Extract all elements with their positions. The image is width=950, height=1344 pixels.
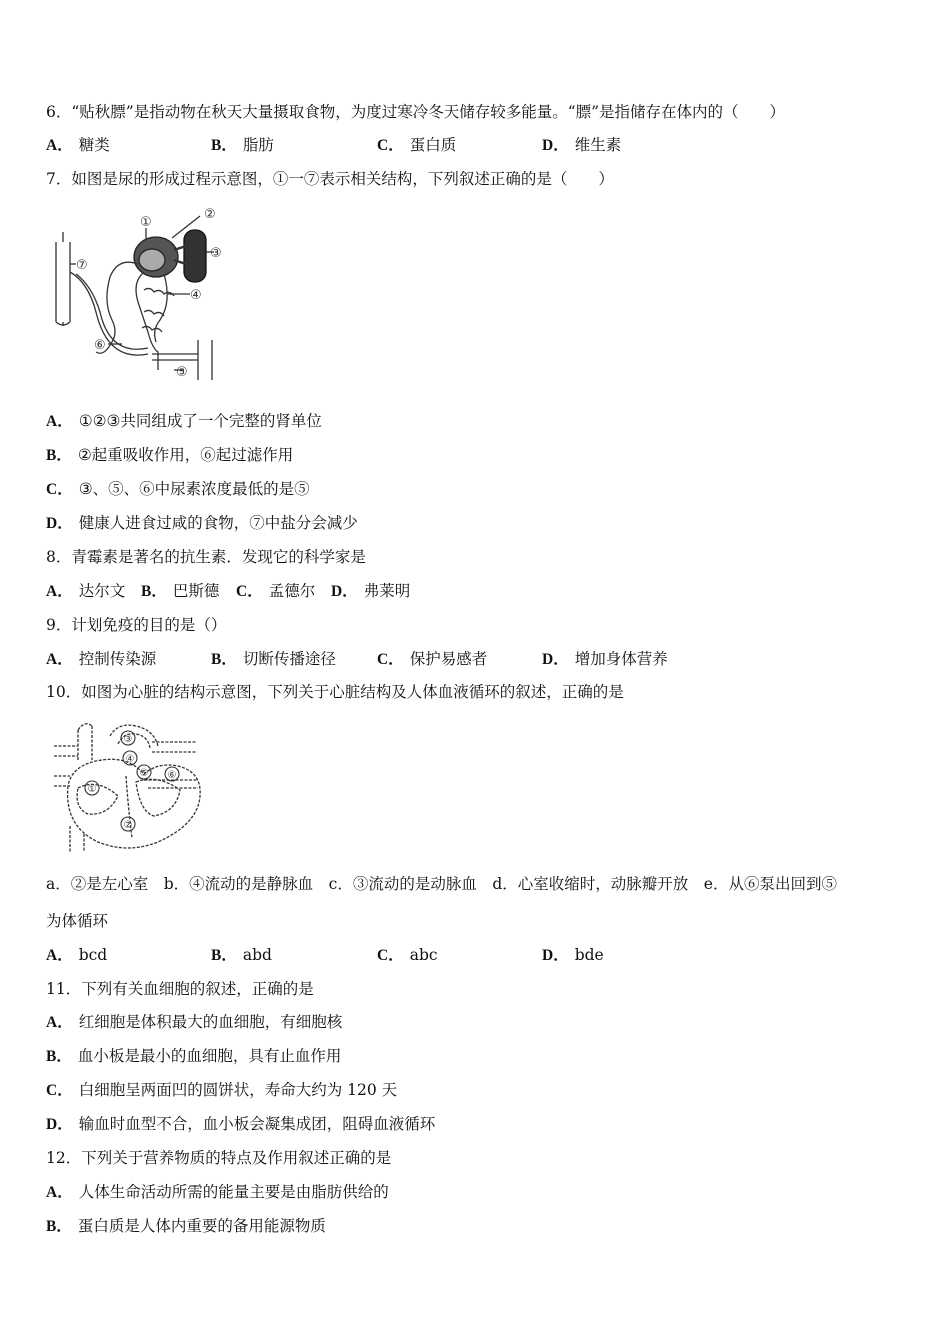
urine-formation-diagram bbox=[48, 202, 238, 388]
heart-label-3: ③ bbox=[123, 734, 133, 745]
question-10-stem: 10．如图为心脏的结构示意图，下列关于心脏结构及人体血液循环的叙述，正确的是 bbox=[46, 683, 624, 701]
option-a: A． 糖类 bbox=[46, 136, 110, 154]
option-b: B． abd bbox=[211, 946, 272, 964]
option-a: A． 控制传染源 bbox=[46, 650, 157, 668]
label-4: ④ bbox=[190, 288, 202, 303]
label-6: ⑥ bbox=[94, 338, 106, 353]
option-d: D． 维生素 bbox=[542, 136, 622, 154]
label-3: ③ bbox=[210, 246, 222, 261]
question-6-stem: 6．“贴秋膘”是指动物在秋天大量摄取食物，为度过寒冷冬天储存较多能量。“膘”是指储存在体内的（ ） bbox=[46, 103, 786, 121]
heart-structure-diagram bbox=[48, 716, 218, 856]
option-b: B． 巴斯德 bbox=[141, 582, 220, 600]
question-8-stem: 8．青霉素是著名的抗生素．发现它的科学家是 bbox=[46, 548, 366, 566]
option-c: C． 蛋白质 bbox=[377, 136, 457, 154]
question-12-stem: 12．下列关于营养物质的特点及作用叙述正确的是 bbox=[46, 1149, 392, 1167]
question-9-stem: 9．计划免疫的目的是（） bbox=[46, 616, 227, 634]
option-a: A． bcd bbox=[46, 946, 108, 964]
option-c: C． 保护易感者 bbox=[377, 650, 488, 668]
option-d: D． bde bbox=[542, 946, 604, 964]
label-5: ⑤ bbox=[176, 365, 188, 380]
question-7-option-b: B． ②起重吸收作用，⑥起过滤作用 bbox=[46, 446, 294, 464]
option-c: C． 孟德尔 bbox=[236, 582, 316, 600]
option-d: D． 增加身体营养 bbox=[542, 650, 668, 668]
urine-formation-svg bbox=[48, 202, 238, 388]
heart-label-4: ④ bbox=[125, 754, 135, 765]
question-12-option-a: A． 人体生命活动所需的能量主要是由脂肪供给的 bbox=[46, 1183, 389, 1201]
option-a: A． 达尔文 bbox=[46, 582, 126, 600]
label-1: ① bbox=[140, 215, 152, 230]
heart-structure-svg bbox=[48, 716, 218, 856]
option-b: B． 脂肪 bbox=[211, 136, 274, 154]
question-11-option-b: B． 血小板是最小的血细胞，具有止血作用 bbox=[46, 1047, 342, 1065]
option-c: C． abc bbox=[377, 946, 438, 964]
question-11-option-c: C． 白细胞呈两面凹的圆饼状，寿命大约为 120 天 bbox=[46, 1081, 398, 1099]
question-10-statements-cont: 为体循环 bbox=[46, 912, 109, 930]
label-7: ⑦ bbox=[76, 258, 88, 273]
question-7-stem: 7．如图是尿的形成过程示意图，①一⑦表示相关结构，下列叙述正确的是（ ） bbox=[46, 170, 614, 188]
question-10-statements: a．②是左心室 b．④流动的是静脉血 c．③流动的是动脉血 d．心室收缩时，动脉瓣开放 e．从⑥泵出回到⑤ bbox=[46, 875, 837, 893]
question-7-option-a: A． ①②③共同组成了一个完整的肾单位 bbox=[46, 412, 322, 430]
heart-label-6: ⑥ bbox=[167, 770, 177, 781]
label-2: ② bbox=[204, 207, 216, 222]
question-11-option-a: A． 红细胞是体积最大的血细胞，有细胞核 bbox=[46, 1013, 343, 1031]
heart-label-5: ⑤ bbox=[139, 768, 149, 779]
heart-label-1: ① bbox=[87, 784, 97, 795]
option-d: D． 弗莱明 bbox=[331, 582, 411, 600]
question-12-option-b: B． 蛋白质是人体内重要的备用能源物质 bbox=[46, 1217, 326, 1235]
question-11-option-d: D． 输血时血型不合，血小板会凝集成团，阻碍血液循环 bbox=[46, 1115, 436, 1133]
question-7-option-d: D． 健康人进食过咸的食物，⑦中盐分会减少 bbox=[46, 514, 358, 532]
option-b: B． 切断传播途径 bbox=[211, 650, 336, 668]
heart-label-2: ② bbox=[123, 820, 133, 831]
question-11-stem: 11．下列有关血细胞的叙述，正确的是 bbox=[46, 980, 314, 998]
question-7-option-c: C． ③、⑤、⑥中尿素浓度最低的是⑤ bbox=[46, 480, 310, 498]
